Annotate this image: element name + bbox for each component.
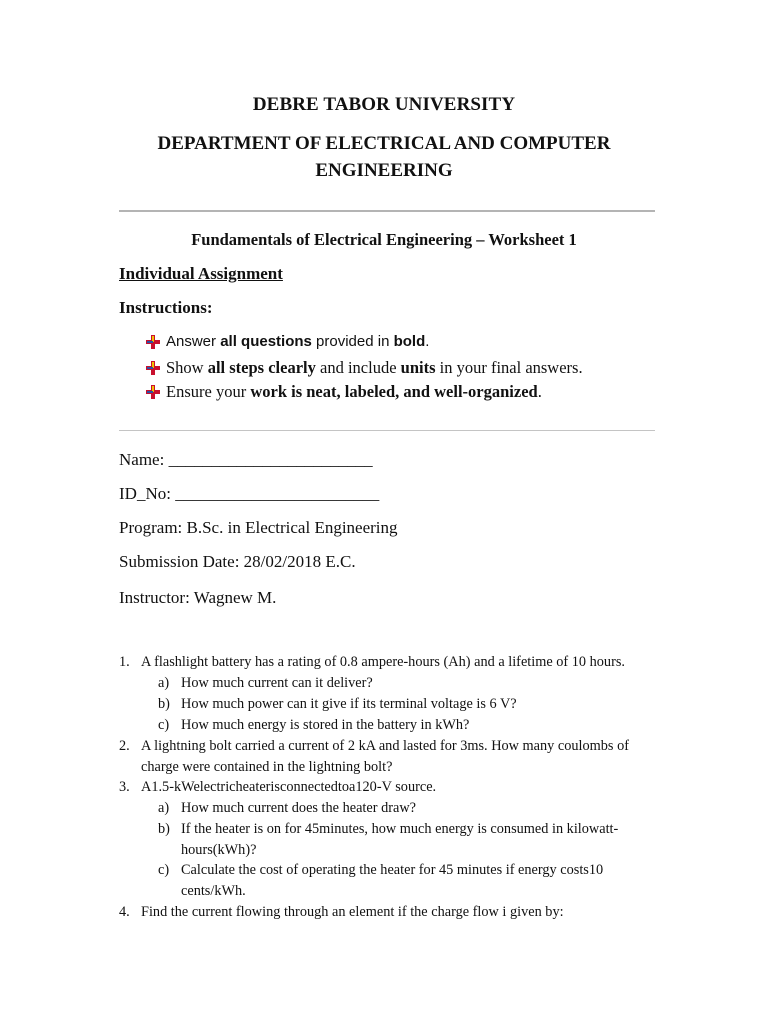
question-number: 4.: [119, 904, 130, 920]
header-divider: [119, 210, 655, 212]
question-text: [141, 736, 661, 777]
instruction-text: Show all steps clearly and include units in your final answers.: [166, 358, 583, 377]
sub-question-letter: c): [158, 862, 170, 878]
sub-question-text: How much power can it give if its terminal voltage is 6 V?: [181, 696, 517, 712]
question-text-line: A lightning bolt carried a current of 2 kA and lasted for 3ms. How many coulombs of: [141, 738, 629, 754]
instructions-divider: [119, 430, 655, 431]
worksheet-title: Fundamentals of Electrical Engineering – Worksheet 1: [191, 230, 577, 249]
program-field: Program: B.Sc. in Electrical Engineering: [119, 518, 398, 537]
sub-question-text-line: Calculate the cost of operating the heater for 45 minutes if energy costs10: [181, 862, 604, 878]
question-text: A flashlight battery has a rating of 0.8 ampere-hours (Ah) and a lifetime of 10 hours.: [141, 654, 625, 670]
question-text: Find the current flowing through an element if the charge flow i given by:: [141, 904, 564, 920]
instruction-text: Ensure your work is neat, labeled, and well-organized.: [166, 382, 542, 401]
department-line-2: ENGINEERING: [315, 160, 453, 181]
sub-question-text: How much current can it deliver?: [181, 675, 373, 691]
arrow-bullet-icon: [145, 334, 161, 350]
instructor-field: Instructor: Wagnew M.: [119, 588, 277, 607]
sub-question-letter: b): [158, 696, 170, 712]
sub-question-text-line: hours(kWh)?: [181, 841, 257, 858]
instruction-text: Answer all questions provided in bold.: [166, 333, 430, 350]
assignment-type: Individual Assignment: [119, 264, 283, 283]
department-line-1: DEPARTMENT OF ELECTRICAL AND COMPUTER: [157, 133, 611, 154]
instruction-item: [145, 333, 429, 350]
sub-question-text: How much energy is stored in the battery in kWh?: [181, 717, 470, 733]
department-title: [0, 130, 768, 184]
question-number: 2.: [119, 738, 130, 754]
sub-question-text-line: If the heater is on for 45minutes, how much energy is consumed in kilowatt-: [181, 821, 619, 837]
sub-question-text: How much current does the heater draw?: [181, 800, 417, 816]
sub-question-letter: a): [158, 675, 170, 691]
sub-question-text: [181, 860, 641, 901]
name-field: Name: ________________________: [119, 450, 373, 469]
arrow-bullet-icon: [145, 360, 161, 376]
sub-question-letter: c): [158, 717, 170, 733]
question-text-line: charge were contained in the lightning bolt?: [141, 758, 393, 775]
question-number: 3.: [119, 779, 130, 795]
instruction-item: [145, 382, 542, 402]
instructions-heading: Instructions:: [119, 298, 213, 317]
id-field: ID_No: ________________________: [119, 484, 380, 503]
sub-question-text: [181, 819, 641, 860]
question-number: 1.: [119, 654, 130, 670]
sub-question-letter: a): [158, 800, 170, 816]
question-text: A1.5-kWelectricheaterisconnectedtoa120-V source.: [141, 779, 437, 795]
sub-question-text-line: cents/kWh.: [181, 882, 246, 899]
instruction-item: [145, 358, 583, 378]
submission-date-field: Submission Date: 28/02/2018 E.C.: [119, 552, 356, 571]
sub-question-letter: b): [158, 821, 170, 837]
university-title: DEBRE TABOR UNIVERSITY: [252, 94, 516, 115]
arrow-bullet-icon: [145, 384, 161, 400]
